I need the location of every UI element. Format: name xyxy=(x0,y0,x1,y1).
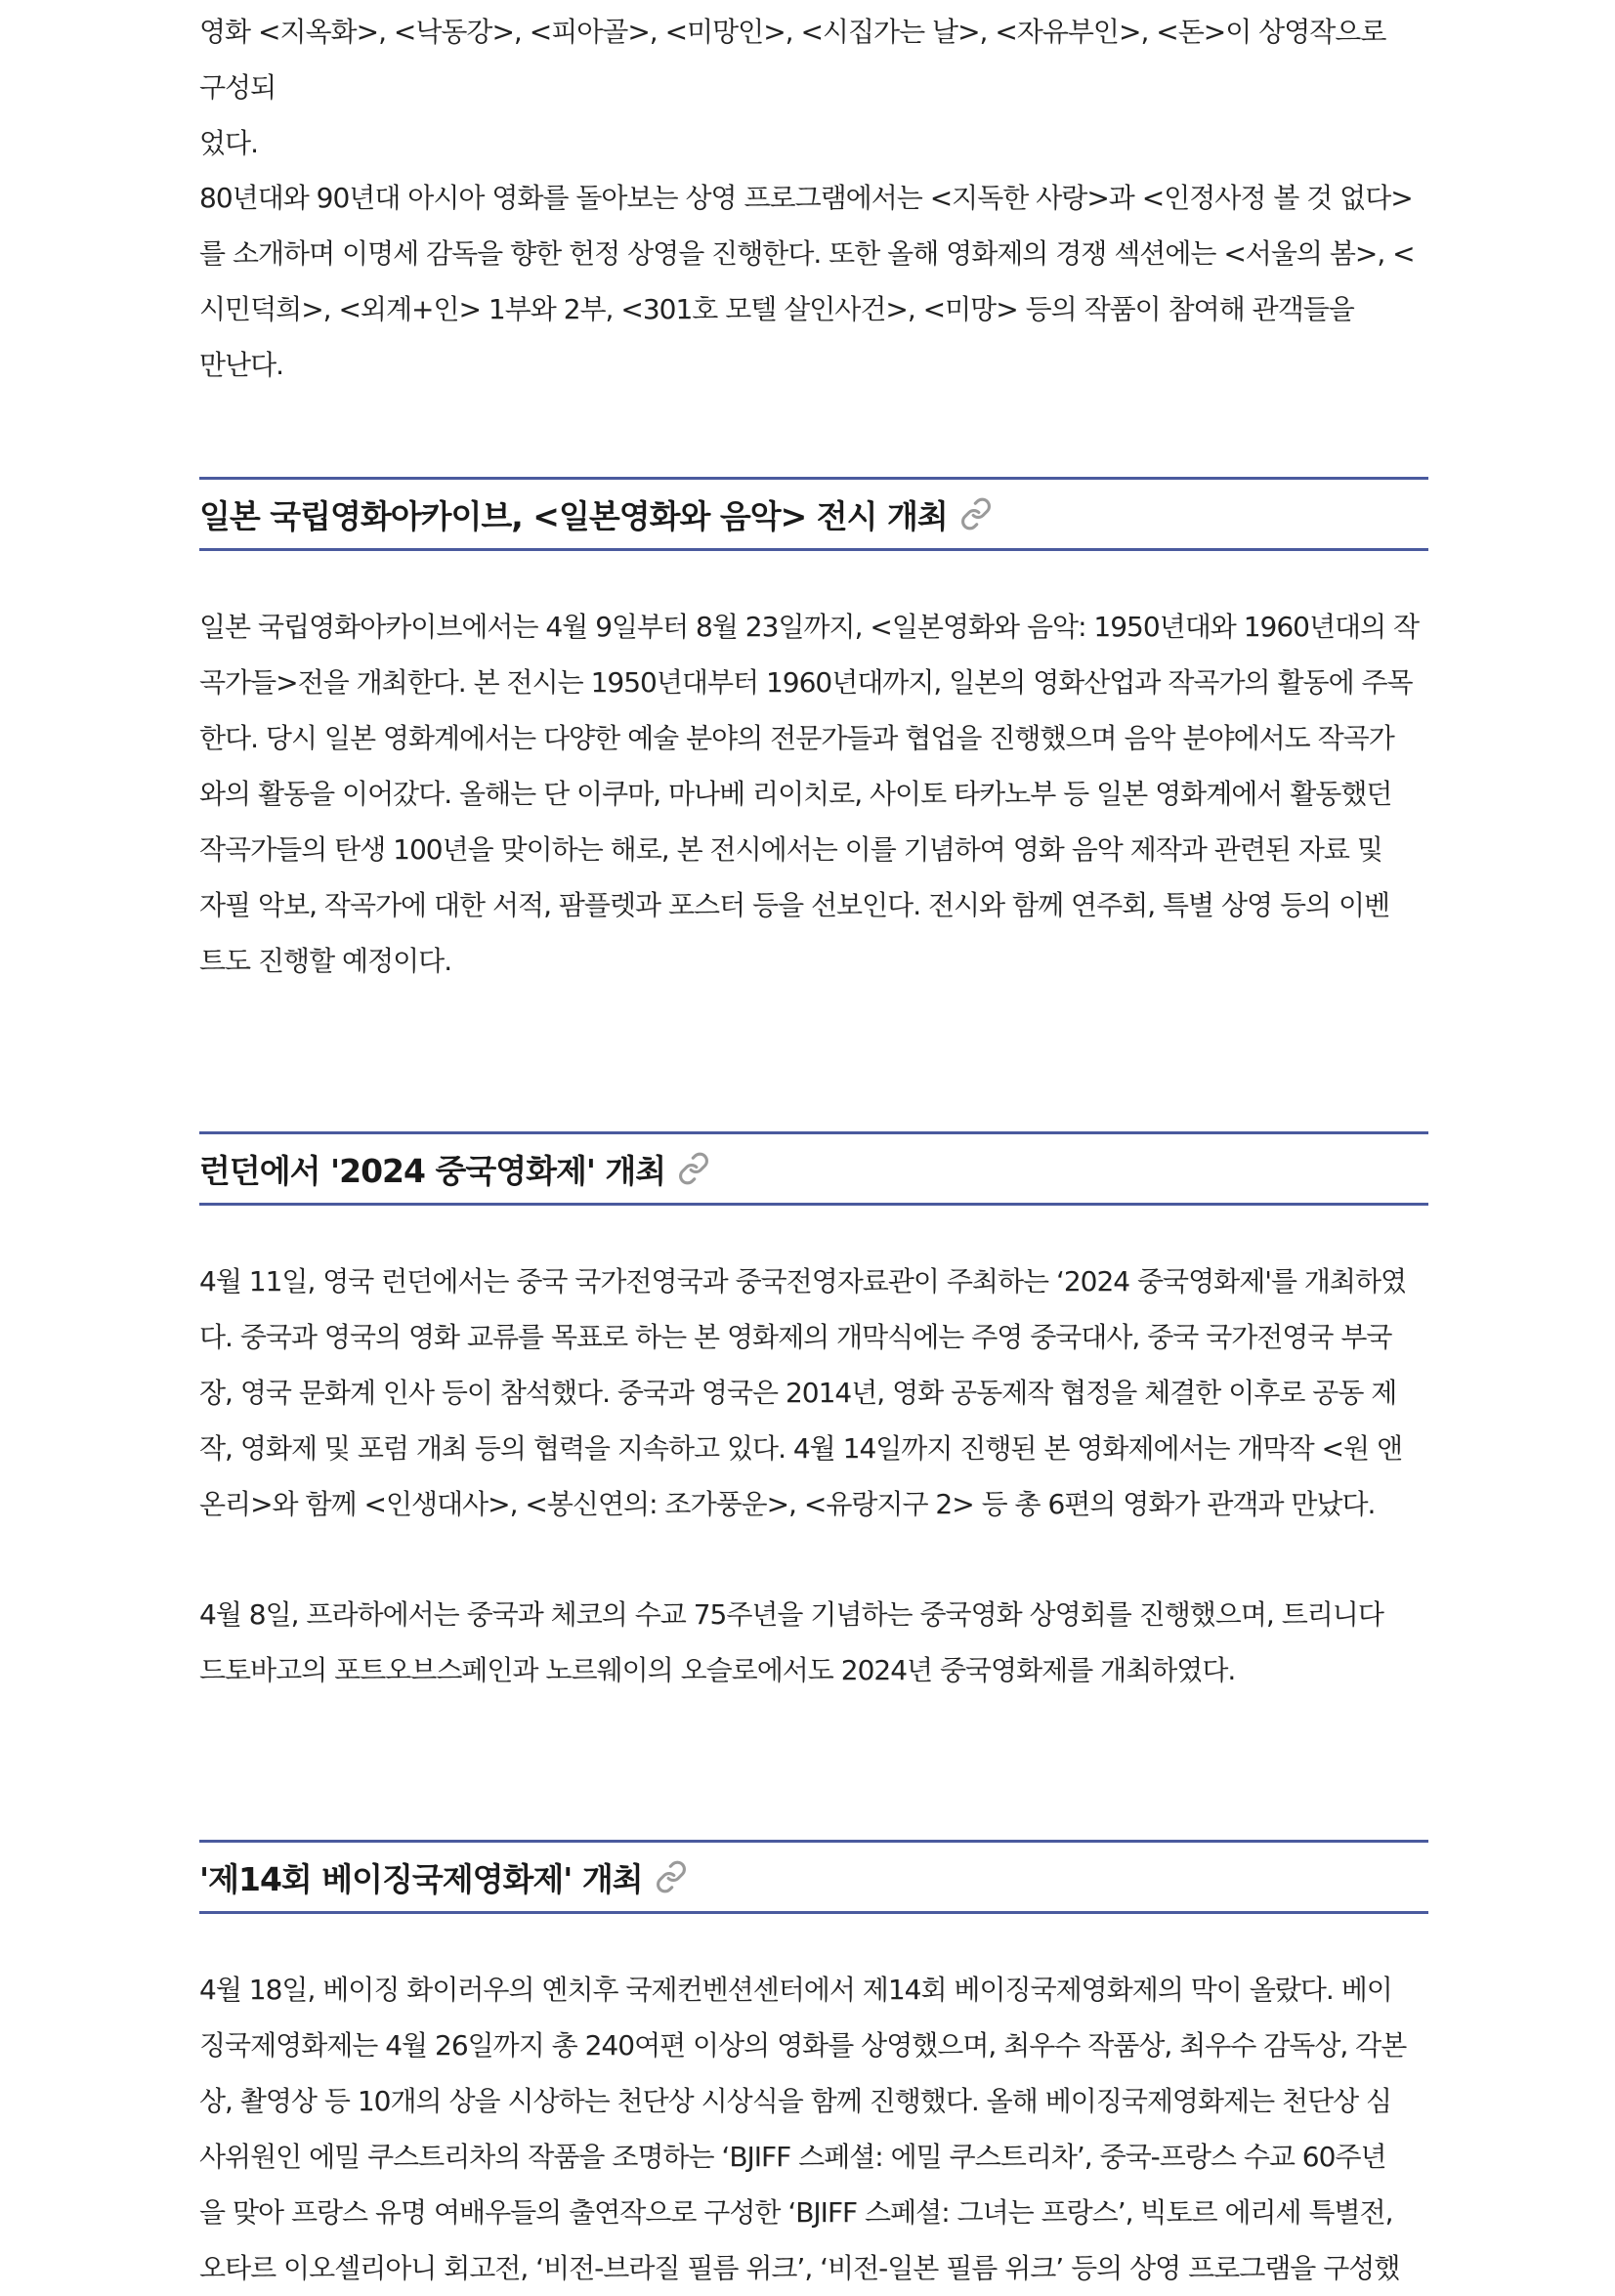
paragraph-line: 상, 촬영상 등 10개의 상을 시상하는 천단상 시상식을 함께 진행했다. 올해 베이징국제영화제는 천단상 심 xyxy=(199,2085,1392,2117)
paragraph-line: 오타르 이오셀리아니 회고전, ‘비전-브라질 필름 위크’, ‘비전-일본 필름 위크’ 등의 상영 프로그램을 구성했 xyxy=(199,2252,1400,2284)
link-icon[interactable] xyxy=(655,1860,688,1893)
section-heading-london-festival xyxy=(199,1131,1428,1206)
paragraph-line: 다. 중국과 영국의 영화 교류를 목표로 하는 본 영화제의 개막식에는 주영 중국대사, 중국 국가전영국 부국 xyxy=(199,1321,1392,1353)
paragraph-line: 장, 영국 문화계 인사 등이 참석했다. 중국과 영국은 2014년, 영화 공동제작 협정을 체결한 이후로 공동 제 xyxy=(199,1377,1397,1409)
paragraph-line: 온리>와 함께 <인생대사>, <봉신연의: 조가풍운>, <유랑지구 2> 등 총 6편의 영화가 관객과 만났다. xyxy=(199,1488,1376,1520)
paragraph-line: 4월 18일, 베이징 화이러우의 옌치후 국제컨벤션센터에서 제14회 베이징국제영화제의 막이 올랐다. 베이 xyxy=(199,1974,1392,2006)
prague-paragraph xyxy=(199,1587,1428,1698)
intro-tail-paragraph xyxy=(199,4,1428,171)
paragraph-line: 을 맞아 프랑스 유명 여배우들의 출연작으로 구성한 ‘BJIFF 스페셜: 그녀는 프랑스’, 빅토르 에리세 특별전, xyxy=(199,2196,1393,2229)
paragraph-line: 일본 국립영화아카이브에서는 4월 9일부터 8월 23일까지, <일본영화와 음악: 1950년대와 1960년대의 작 xyxy=(199,611,1420,643)
paragraph-line: 80년대와 90년대 아시아 영화를 돌아보는 상영 프로그램에서는 <지독한 사랑>과 <인정사정 볼 것 없다> xyxy=(199,182,1413,214)
paragraph-line: 4월 8일, 프라하에서는 중국과 체코의 수교 75주년을 기념하는 중국영화 상영회를 진행했으며, 트리니다 xyxy=(199,1598,1383,1631)
paragraph-line: 었다. xyxy=(199,127,258,159)
section-title: '제14회 베이징국제영화제' 개최 xyxy=(199,1859,643,1898)
paragraph-line: 징국제영화제는 4월 26일까지 총 240여편 이상의 영화를 상영했으며, 최우수 작품상, 최우수 감독상, 각본 xyxy=(199,2029,1407,2062)
section-title: 런던에서 '2024 중국영화제' 개최 xyxy=(199,1151,666,1190)
london-festival-paragraph xyxy=(199,1254,1428,1532)
paragraph-line: 자필 악보, 작곡가에 대한 서적, 팜플렛과 포스터 등을 선보인다. 전시와 함께 연주회, 특별 상영 등의 이벤 xyxy=(199,889,1390,921)
japan-archive-paragraph xyxy=(199,599,1428,989)
link-icon[interactable] xyxy=(677,1152,710,1185)
paragraph-line: 작곡가들의 탄생 100년을 맞이하는 해로, 본 전시에서는 이를 기념하여 영화 음악 제작과 관련된 자료 및 xyxy=(199,833,1382,866)
paragraph-line: 영화 <지옥화>, <낙동강>, <피아골>, <미망인>, <시집가는 날>, <자유부인>, <돈>이 상영작으로 구성되 xyxy=(199,16,1386,104)
paragraph-line: 작, 영화제 및 포럼 개최 등의 협력을 지속하고 있다. 4월 14일까지 진행된 본 영화제에서는 개막작 <원 앤 xyxy=(199,1432,1402,1465)
paragraph-line: 4월 11일, 영국 런던에서는 중국 국가전영국과 중국전영자료관이 주최하는 ‘2024 중국영화제'를 개최하였 xyxy=(199,1265,1407,1297)
section-title: 일본 국립영화아카이브, <일본영화와 음악> 전시 개최 xyxy=(199,496,948,535)
paragraph-line: 곡가들>전을 개최한다. 본 전시는 1950년대부터 1960년대까지, 일본의 영화산업과 작곡가의 활동에 주목 xyxy=(199,666,1413,699)
paragraph-line: 트도 진행할 예정이다. xyxy=(199,945,452,977)
section-heading-beijing-festival xyxy=(199,1840,1428,1914)
paragraph-line: 드토바고의 포트오브스페인과 노르웨이의 오슬로에서도 2024년 중국영화제를 개최하였다. xyxy=(199,1654,1236,1686)
paragraph-line: 를 소개하며 이명세 감독을 향한 헌정 상영을 진행한다. 또한 올해 영화제의 경쟁 섹션에는 <서울의 봄>, < xyxy=(199,237,1415,270)
section-heading-japan-archive xyxy=(199,477,1428,551)
paragraph-line: 사위원인 에밀 쿠스트리차의 작품을 조명하는 ‘BJIFF 스페셜: 에밀 쿠스트리차’, 중국-프랑스 수교 60주년 xyxy=(199,2141,1386,2173)
link-icon[interactable] xyxy=(959,497,993,531)
paragraph-line: 한다. 당시 일본 영화계에서는 다양한 예술 분야의 전문가들과 협업을 진행했으며 음악 분야에서도 작곡가 xyxy=(199,722,1394,754)
beijing-festival-paragraph xyxy=(199,1962,1428,2296)
paragraph-line: 시민덕희>, <외계+인> 1부와 2부, <301호 모텔 살인사건>, <미망> 등의 작품이 참여해 관객들을 만난다. xyxy=(199,293,1354,381)
paragraph-line: 와의 활동을 이어갔다. 올해는 단 이쿠마, 마나베 리이치로, 사이토 타카노부 등 일본 영화계에서 활동했던 xyxy=(199,778,1392,810)
asia-program-paragraph xyxy=(199,170,1428,393)
